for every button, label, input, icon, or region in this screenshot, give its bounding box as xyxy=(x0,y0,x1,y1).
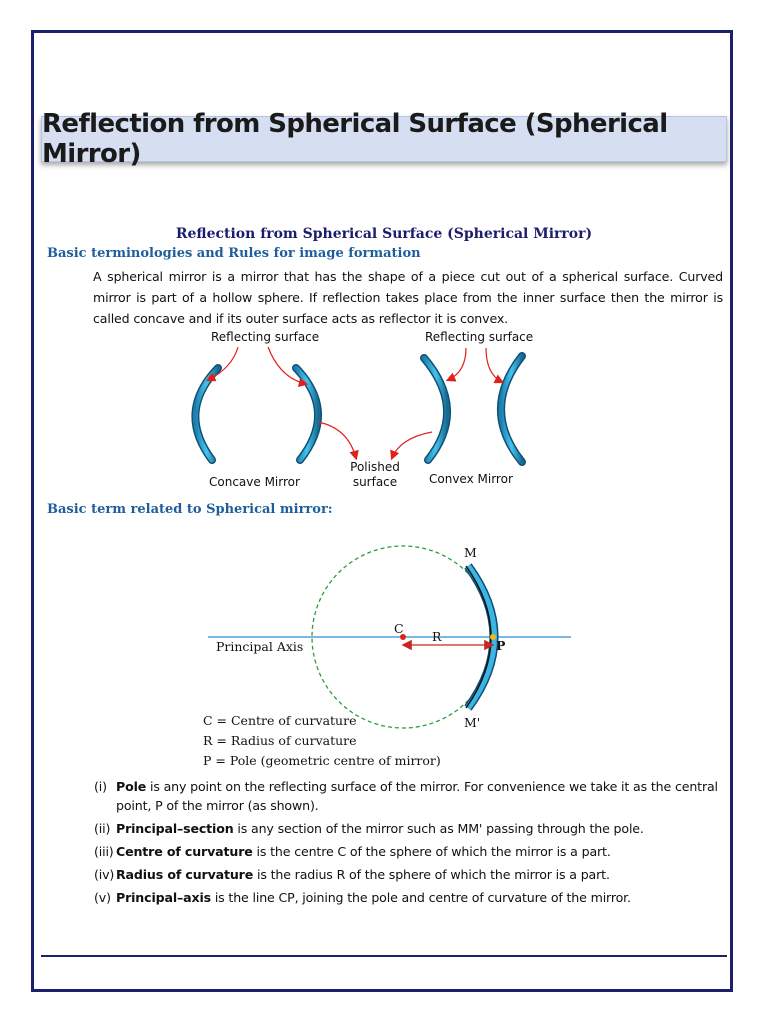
r-label: R xyxy=(432,629,442,644)
list-number: (i) xyxy=(94,779,107,794)
term-text: is the radius R of the sphere of which the mirror is a part. xyxy=(253,867,610,882)
reflecting-surface-label-left: Reflecting surface xyxy=(211,330,320,344)
def-c: C = Centre of curvature xyxy=(203,713,357,728)
term-text: is any point on the reflecting surface of the mirror. For convenience we take it as the central point, P of the mirror (as shown). xyxy=(116,779,718,813)
term-radius-of-curvature: Radius of curvature xyxy=(116,867,254,882)
section-heading-basic-term: Basic term related to Spherical mirror: xyxy=(47,502,333,517)
c-label: C xyxy=(394,621,404,636)
definitions-block xyxy=(203,711,441,771)
concave-mirror-label: Concave Mirror xyxy=(209,475,300,489)
list-item xyxy=(94,888,724,907)
term-text: is the line CP, joining the pole and centre of curvature of the mirror. xyxy=(210,890,631,905)
p-label: P xyxy=(496,638,506,653)
terms-list xyxy=(94,777,724,911)
convex-mirror-label: Convex Mirror xyxy=(429,472,513,486)
intro-paragraph: A spherical mirror is a mirror that has the shape of a piece cut out of a spherical surface. Curved mirror is part of a hollow sphere. If reflection takes place from the inner surface then the mirror is called concave and if its outer surface acts as reflector it is convex. xyxy=(93,269,723,326)
list-number: (iii) xyxy=(94,844,114,859)
m-prime-label: M' xyxy=(464,715,481,730)
list-number: (iv) xyxy=(94,867,115,882)
term-text: is any section of the mirror such as MM' passing through the pole. xyxy=(233,821,644,836)
term-pole: Pole xyxy=(116,779,147,794)
polished-label-line1: Polished xyxy=(350,460,400,474)
section-heading-terminologies: Basic terminologies and Rules for image formation xyxy=(47,246,421,261)
reflecting-surface-label-right: Reflecting surface xyxy=(425,330,534,344)
list-item xyxy=(94,865,724,884)
footer-rule xyxy=(41,955,727,957)
def-r: R = Radius of curvature xyxy=(203,733,357,748)
list-item xyxy=(94,819,724,838)
term-principal-section: Principal–section xyxy=(116,821,234,836)
section-title: Reflection from Spherical Surface (Spherical Mirror) xyxy=(175,226,593,242)
term-centre-of-curvature: Centre of curvature xyxy=(116,844,253,859)
m-label: M xyxy=(464,545,477,560)
polished-label-line2: surface xyxy=(352,475,398,489)
principal-axis-label: Principal Axis xyxy=(216,639,304,654)
page-title: Reflection from Spherical Surface (Spherical Mirror) xyxy=(42,109,668,169)
list-item xyxy=(94,842,724,861)
list-number: (v) xyxy=(94,890,111,905)
def-p: P = Pole (geometric centre of mirror) xyxy=(203,753,441,768)
list-item xyxy=(94,777,724,815)
term-principal-axis: Principal–axis xyxy=(116,890,211,905)
list-number: (ii) xyxy=(94,821,111,836)
term-text: is the centre C of the sphere of which the mirror is a part. xyxy=(252,844,611,859)
